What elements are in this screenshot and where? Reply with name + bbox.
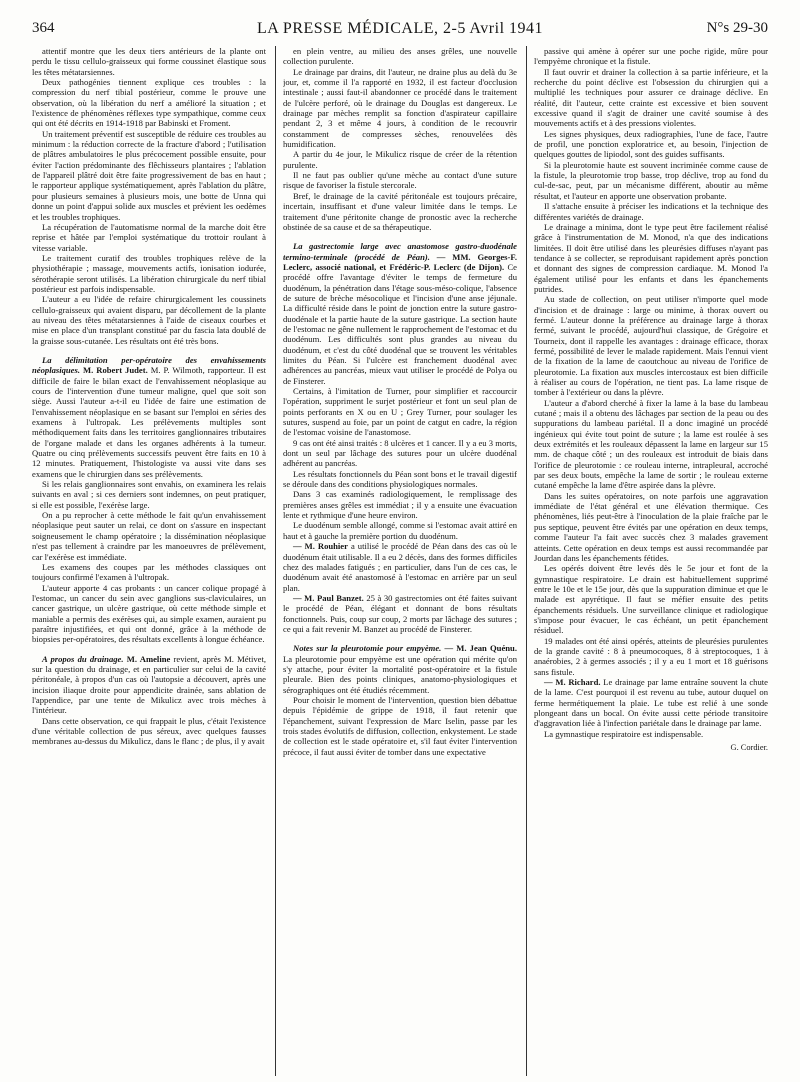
paragraph bbox=[32, 562, 266, 583]
paragraph-text: Le traitement curatif des troubles trophiques relève de la physiothérapie ; massage, mouvements actifs, ionisation iodurée, sérothérapie seront utilisés. La libération chirurgicale du nerf tibial postérieur est parfois indispensable. bbox=[32, 252, 266, 294]
paragraph bbox=[534, 636, 768, 677]
paragraph-text: Le duodénum semble allongé, comme si l'estomac avait attiré en haut et à gauche la première portion du duodénum. bbox=[283, 520, 517, 541]
paragraph-text: L'auteur a d'abord cherché à fixer la lame à la base du lambeau cutané ; mais il a obtenu des lâchages par section de la peau ou des suppurations du lambeau pariétal. Il a donc imaginé un procédé ingénieux qui évite tout point de suture ; la lame est roulée à ses deux extrémités et les rouleaux dépassent la lame en largeur sur 15 mm. de chaque côté ; un des rouleaux est introduit de biais dans l'orifice de pleurotomie : ce rouleau interne, intrapleural, accroché par ses deux bouts, empêche la lame de sortir ; le rouleau externe cutané empêche la lame d'être aspirée dans la plèvre. bbox=[534, 397, 768, 491]
paragraph bbox=[283, 386, 517, 438]
paragraph-text: Les examens des coupes par les méthodes classiques ont toujours confirmé l'examen à l'ultropak. bbox=[32, 561, 266, 583]
paragraph-text: M. P. Wilmoth, rapporteur. Il est difficile de faire le bilan exact de l'envahissement néoplasique au cours de l'intervention d'une tumeur maligne, quel que soit son siège. Aussi l'auteur a-t-il eu l'idée de faire une estimation de l'envahissement néoplasique en se basant sur l'emploi en séries des examens à l'ultropak. Les prélèvements multiples sont méthodiquement faits dans les territoires ganglionnaires tributaires de l'organe malade et dans les organes adhérents à la tumeur. Quatre ou cinq prélèvements successifs peuvent être faits en 10 à 12 minutes. Pratiquement, l'histologiste va aussi vite dans ses examens que le chirurgien dans ses prélèvements. bbox=[32, 365, 266, 479]
paragraph bbox=[534, 67, 768, 129]
section-title: La gastrectomie large avec anastomose gastro-duodénale termino-terminale (procédé de Péan). bbox=[283, 241, 517, 262]
paragraph bbox=[534, 201, 768, 222]
paragraph bbox=[32, 479, 266, 510]
paragraph-text: Dans les suites opératoires, on note parfois une aggravation immédiate de l'état général et une élévation thermique. Ces phénomènes, liés peut-être à l'inoculation de la plaie fraîche par le pus septique, peuvent être évités par une opération en deux temps, comme l'auteur l'a fait avec succès chez 3 malades gravement atteints. Cette opération en deux temps est aussi recommandée par Jourdan dans les épanchements fétides. bbox=[534, 490, 768, 563]
paragraph bbox=[32, 510, 266, 562]
paragraph-text: Dans cette observation, ce qui frappait le plus, c'était l'existence d'une véritable collection de pus séreux, avec quelques fausses membranes au-dessus du Mikulicz, dans le flanc ; de plus, il y avait bbox=[32, 715, 266, 747]
column-rule bbox=[526, 46, 527, 1076]
article-columns bbox=[32, 46, 768, 1076]
section-paragraph bbox=[32, 355, 266, 479]
paragraph-text: Les signes physiques, deux radiographies, l'une de face, l'autre de profil, une ponction exploratrice et, au besoin, l'injection de quelques gouttes de lipiodol, sont des guides suffisants. bbox=[534, 128, 768, 160]
paragraph bbox=[283, 541, 517, 593]
section-title: Notes sur la pleurotomie pour empyème. bbox=[293, 643, 442, 654]
paragraph bbox=[283, 67, 517, 150]
paragraph-text: Bref, le drainage de la cavité péritonéale est toujours précaire, incertain, insuffisant et d'une valeur limitée dans le temps. Le traitement d'une péritonite change de pronostic avec la recherche obstinée de sa cause et de sa thérapeutique. bbox=[283, 190, 517, 232]
page-number: 364 bbox=[32, 20, 55, 36]
paragraph-text: 19 malades ont été ainsi opérés, atteints de pleurésies purulentes de la grande cavité : 8 à pneumocoques, 8 à streptocoques, 1 à anaérobies, 2 à germes associés ; il y a eu 1 mort et 18 guérisons sans fistule. bbox=[534, 635, 768, 677]
paragraph-text: Le drainage par lame entraîne souvent la chute de la lame. C'est pourquoi il est revenu au tube, autour duquel on ferme hermétiquement la plaie. Le tube est relié à une sonde plongeant dans un bocal. On évite aussi cette période transitoire d'aggravation liée à l'infection pariétale dans le drainage par lame. bbox=[534, 676, 768, 729]
paragraph bbox=[283, 469, 517, 490]
paragraph-text: Il s'attache ensuite à préciser les indications et la technique des différentes variétés de drainage. bbox=[534, 201, 768, 222]
paragraph bbox=[32, 716, 266, 747]
paragraph-text: Dans 3 cas examinés radiologiquement, le remplissage des premières anses grêles est immédiat ; il y a ensuite une évacuation lente et rythmique d'une heure environ. bbox=[283, 489, 517, 521]
column-3 bbox=[534, 46, 768, 1076]
paragraph-text: L'auteur a eu l'idée de refaire chirurgicalement les coussinets cellulo-graisseux qui avaient disparu, par décollement de la plante au niveau des têtes métatarsiennes à l'aide de ciseaux courbes et mise en place d'un transplant constitué par du fascia lata doublé de la graisse sous-cutanée. Les résultats ont été très bons. bbox=[32, 294, 266, 346]
author-name: — M. Paul Banzet. bbox=[293, 592, 364, 603]
paragraph-text: Si les relais ganglionnaires sont envahis, on examinera les relais suivants en aval ; si ces derniers sont indemnes, on peut pratiquer, si elle est possible, l'exérèse large. bbox=[32, 479, 266, 510]
column-rule bbox=[275, 46, 276, 1076]
column-1 bbox=[32, 46, 266, 1076]
paragraph bbox=[283, 149, 517, 170]
paragraph-text: Un traitement préventif est susceptible de réduire ces troubles au minimum : la réduction correcte de la fracture d'abord ; l'utilisation de plâtres ambulatoires le plus précocement possible ensuite, pour éviter l'action prédominante des flêchisseurs plantaires ; l'ablation de l'appareil plâtré doit être faite progressivement de bas en haut ; le rapporteur applique systématiquement, après l'ablation du plâtre, pour plusieurs semaines à plusieurs mois, une botte de Unna qui donne un point d'appui solide aux muscles et prévient les oedèmes et les troubles trophiques. bbox=[32, 128, 266, 222]
paragraph bbox=[534, 294, 768, 397]
paragraph bbox=[283, 438, 517, 469]
paragraph bbox=[283, 191, 517, 232]
paragraph bbox=[283, 520, 517, 541]
paragraph bbox=[534, 491, 768, 563]
section-paragraph bbox=[32, 654, 266, 716]
paragraph-text: en plein ventre, au milieu des anses grêles, une nouvelle collection purulente. bbox=[283, 46, 517, 67]
paragraph bbox=[283, 170, 517, 191]
section-title: La délimitation per-opératoire des envahissements néoplasiques. bbox=[32, 354, 266, 376]
section-title: A propos du drainage. bbox=[42, 653, 124, 664]
paragraph-text: Les opérés doivent être levés dès le 5e jour et font de la gymnastique respiratoire. Le drain est habituellement supprimé entre le 10e et le 15e jour, dès que la suppuration diminue et que le malade est apyrétique. Il faut se méfier ensuite des petits épanchements résiduels. Une surveillance clinique et radiologique s'impose pour évacuer, le cas échéant, un petit épanchement résiduel. bbox=[534, 563, 768, 636]
paragraph-text: La gymnastique respiratoire est indispensable. bbox=[544, 728, 704, 739]
author-name: — M. Richard. bbox=[544, 676, 601, 687]
paragraph bbox=[534, 46, 768, 67]
paragraph bbox=[32, 129, 266, 222]
column-2 bbox=[283, 46, 517, 1076]
paragraph-text: Si la pleurotomie haute est souvent incriminée comme cause de la fistule, la pleurotomie trop basse, trop déclive, trop au fond du cul-de-sac, peut, par un mécanisme différent, aboutir au même résultat, et l'auteur en apporte une observation probante. bbox=[534, 159, 768, 201]
author-name: — M. Jean Quénu. bbox=[444, 643, 517, 654]
paragraph-text: La pleurotomie pour empyème est une opération qui mérite qu'on s'y attache, pour éviter la mortalité post-opératoire et la fistule pleurale. Bien des points cliniques, anatomo-physiologiques et sérographiques ont été étudiés récemment. bbox=[283, 653, 517, 695]
paragraph bbox=[32, 583, 266, 645]
author-name: — MM. Georges-F. Leclerc, associé national, et Frédéric-P. Leclerc (de Dijon). bbox=[283, 251, 517, 272]
issue-number: N°s 29-30 bbox=[706, 20, 768, 36]
paragraph-text: Il faut ouvrir et drainer la collection à sa partie inférieure, et la recherche du point déclive est l'obsession du chirurgien qui a multiplié les techniques pour assurer ce drainage déclive. En réalité, dit l'auteur, cette crainte est excessive et bien souvent excessive quand il s'agit de drainer une cavité soumise à des mouvements actifs et à des pressions violentes. bbox=[534, 66, 768, 129]
paragraph-text: A partir du 4e jour, le Mikulicz risque de créer de la rétention purulente. bbox=[283, 149, 517, 170]
paragraph bbox=[534, 129, 768, 160]
section-paragraph bbox=[283, 241, 517, 386]
paragraph-text: On a pu reprocher à cette méthode le fait qu'un envahissement néoplasique peut sauter un relai, ce dont on s'assure en inspectant soigneusement le champ opératoire ; la dissémination néoplasique n'est pas tellement à craindre par les manoeuvres de prélèvement, car l'exérèse est immédiate. bbox=[32, 510, 266, 562]
paragraph-text: passive qui amène à opérer sur une poche rigide, mûre pour l'empyème chronique et la fistule. bbox=[534, 46, 768, 67]
paragraph-text: attentif montre que les deux tiers antérieurs de la plante ont perdu le tissu cellulo-graisseux qui forme coussinet élastique sous les têtes métatarsiennes. bbox=[32, 46, 266, 77]
paragraph bbox=[283, 489, 517, 520]
paragraph bbox=[534, 563, 768, 635]
paragraph bbox=[283, 695, 517, 757]
paragraph-text: Le drainage a minima, dont le type peut être facilement réalisé grâce à l'instrumentation de M. Monod, n'a que des indications limitées. Il doit être utilisé dans les pleurésies diffuses n'ayant pas tendance à se collecter, se reproduisant rapidement après ponction et donnant des signes de compression cardiaque. M. Monod l'a également utilisé pour les enfants et dans les épanchements putrides. bbox=[534, 221, 768, 294]
paragraph-text: La récupération de l'automatisme normal de la marche doit être reprise et hâtée par l'emploi systématique du trottoir roulant à vitesse variable. bbox=[32, 221, 266, 253]
paragraph bbox=[534, 677, 768, 729]
paragraph-text: Ce procédé offre l'avantage d'éviter le temps de fermeture du duodénum, la pénétration dans l'étage sous-méso-colique, l'absence de suture de brèche mésocolique et l'incision d'une anse jéjunale. La difficulté réside dans le point de jonction entre la suture gastro-duodénale et la partie haute de la suture gastrique. La section haute de l'estomac ne gêne nullement le rapprochement de l'estomac et du duodénum. Les difficultés sont plus grandes au niveau du duodénum, et c'est du côté duodénal que se trouvent les véritables limites du Péan. Si l'ulcère est franchement duodénal avec adhérences au pancréas, mieux vaut utiliser le procédé de Polya ou de Finsterer. bbox=[283, 261, 517, 386]
paragraph-text: a utilisé le procédé de Péan dans des cas où le duodénum était utilisable. Il a eu 2 décès, dans des formes difficiles chez des malades fatigués ; en particulier, dans l'un de ces cas, le duodénum avait été anastomosé à l'estomac en arrière par un seul plan. bbox=[283, 541, 517, 593]
paragraph-text: Le drainage par drains, dit l'auteur, ne draine plus au delà du 3e jour, et, comme il l'a rapporté en 1932, il est facteur d'occlusion intestinale ; aussi faut-il abandonner ce procédé dans le traitement de l'ulcère perforé, où le drainage du Douglas est dangereux. Le drainage par mèches remplit sa fonction d'aspirateur capillaire pendant 2, 3 et même 4 jours, à condition de le recouvrir constamment de compresses sèches, renouvelées dès humidification. bbox=[283, 66, 517, 150]
paragraph bbox=[32, 77, 266, 129]
paragraph bbox=[283, 593, 517, 634]
paragraph bbox=[534, 160, 768, 201]
paragraph-text: Deux pathogénies tiennent explique ces troubles : la compression du nerf tibial postérieur, comme le prouve une observation, où la libération du nerf a amélioré la situation ; et l'existence de phénomènes réflexes type sympathique, comme ceux qui ont été décrits en 1914-1918 par Babinski et Froment. bbox=[32, 77, 266, 129]
paragraph bbox=[32, 46, 266, 77]
paragraph-text: Il ne faut pas oublier qu'une mèche au contact d'une suture risque de favoriser la fistule stercorale. bbox=[283, 170, 517, 191]
author-name: — M. Rouhier bbox=[293, 541, 348, 552]
paragraph-text: Certains, à l'imitation de Turner, pour simplifier et raccourcir l'opération, suppriment le surjet postérieur et font un seul plan de points perforants en X ou en U ; Grey Turner, pour soulager les sutures, suspend au foie, par un point de catgut en cadre, la région de l'estomac voisine de l'anastomose. bbox=[283, 386, 517, 438]
paragraph bbox=[32, 294, 266, 346]
paragraph bbox=[32, 253, 266, 294]
author-name: M. Ameline bbox=[126, 653, 171, 664]
paragraph bbox=[534, 398, 768, 491]
journal-title: LA PRESSE MÉDICALE, 2-5 Avril 1941 bbox=[256, 20, 544, 37]
paragraph-text: 9 cas ont été ainsi traités : 8 ulcères et 1 cancer. Il y a eu 3 morts, dont un seul par lâchage des sutures pour un ulcère duodénal adhérent au pancréas. bbox=[283, 437, 517, 469]
paragraph bbox=[534, 729, 768, 739]
paragraph-text: Pour choisir le moment de l'intervention, question bien débattue depuis l'épidémie de grippe de 1918, il faut retenir que l'épanchement, suivant l'expression de Marc Iselin, passe par les trois stades évolutifs de diffusion, collection, enkystement. Le stade de collection est le stade opératoire et, s'il faut éviter l'intervention précoce, il faut aussi éviter de tomber dans une expectative bbox=[283, 694, 517, 757]
paragraph-text: Les résultats fonctionnels du Péan sont bons et le travail digestif se déroule dans des conditions physiologiques normales. bbox=[283, 468, 517, 490]
paragraph-text: Au stade de collection, on peut utiliser n'importe quel mode d'incision et de drainage : large ou minime, à thorax ouvert ou fermé. L'auteur donne la préférence au drainage large à thorax fermé, suivant le procédé, aujourd'hui classique, de Grégoire et Tourneix, dont il rappelle les avantages : drainage efficace, thorax fermé, possibilité de lever le malade rapidement. Mais l'ennui vient de la fixation de la lame de caoutchouc au niveau de l'orifice de pleurotomie. La fixation aux muscles intercostaux est bien difficile à réaliser au cours de l'opération, ne tient pas. La lame risque de tomber à l'extérieur ou dans la plèvre. bbox=[534, 294, 768, 398]
paragraph bbox=[534, 222, 768, 294]
signature: G. Cordier. bbox=[730, 743, 768, 753]
section-paragraph bbox=[283, 643, 517, 695]
author-name: M. Robert Judet. bbox=[83, 365, 148, 376]
paragraph-text: 25 à 30 gastrectomies ont été faites suivant le procédé de Péan, élégant et donnant de bons résultats fonctionnels. Puis, coup sur coup, 2 morts par lâchage des sutures ; ce qui a fait revenir M. Banzet au procédé de Finsterer. bbox=[283, 592, 517, 634]
paragraph bbox=[283, 46, 517, 67]
paragraph-text: L'auteur apporte 4 cas probants : un cancer colique propagé à l'estomac, un cancer du sein avec ganglions sus-claviculaires, un cancer gastrique, un ulcère gastrique, où cette méthode simple et maniable a permis des exérèses qui, au simple examen, auraient pu paraître injustifiées, et qui ont donné, grâce à la méthode de biopsies per-opératoires, des résultats excellents à longue échéance. bbox=[32, 582, 266, 645]
page-header bbox=[32, 20, 768, 42]
paragraph bbox=[32, 222, 266, 253]
paragraph-text: revient, après M. Métivet, sur la question du drainage, et en particulier sur celui de la cavité péritonéale, à propos d'un cas où l'autopsie a découvert, après une incision iliaque droite pour appendicite drainée, sans ablation de l'appendice, par une tente de Mikulicz avec trois mèches à l'intérieur. bbox=[32, 653, 266, 716]
